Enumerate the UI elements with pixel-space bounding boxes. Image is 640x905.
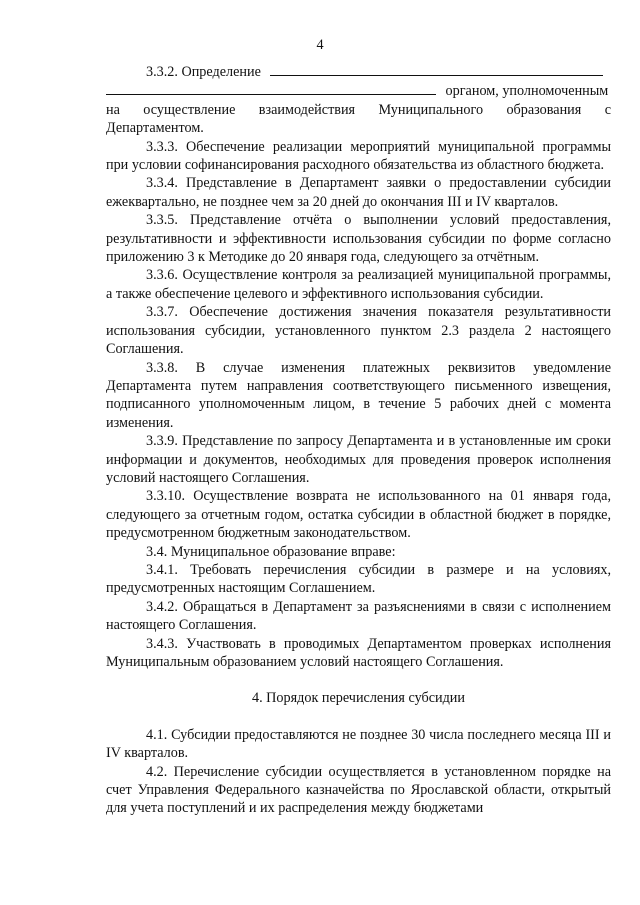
paragraph-3-3-4: 3.3.4. Представление в Департамент заявки о предоставлении субсидии ежеквартально, не позднее чем за 20 дней до окончания III и IV кварталов.	[106, 175, 611, 210]
spacer	[106, 708, 611, 726]
paragraph-3-3-9: 3.3.9. Представление по запросу Департамента и в установленные им сроки информации и документов, необходимых для проведения проверок исполнения условий настоящего Соглашения.	[106, 433, 611, 486]
paragraph-3-4-2: 3.4.2. Обращаться в Департамент за разъяснениями в связи с исполнением настоящего Соглашения.	[106, 598, 611, 634]
document-body	[106, 62, 611, 818]
paragraph-3-3-7: 3.3.7. Обеспечение достижения значения показателя результативности использования субсидии, установленного пунктом 2.3 раздела 2 настоящего Соглашения.	[106, 304, 611, 358]
paragraph-3-3-10: 3.3.10. Осуществление возврата не использованного на 01 января года, следующего за отчетным годом, остатка субсидии в областной бюджет в порядке, предусмотренном бюджетным законодательством.	[106, 488, 611, 542]
paragraph-3-3-2-tail: на осуществление взаимодействия Муниципального образования с Департаментом.	[106, 101, 611, 137]
paragraph-3-3-8: 3.3.8. В случае изменения платежных реквизитов уведомление Департамента путем направления соответствующего письменного извещения, подписанного уполномоченным лицом, в течение 5 рабочих дней с момента изменения.	[106, 359, 611, 431]
paragraph-3-3-2-mid: органом, уполномоченным	[445, 83, 609, 100]
page-number: 4	[316, 37, 324, 53]
paragraph-3-3-3: 3.3.3. Обеспечение реализации мероприятий муниципальной программы при условии софинансирования расходного обязательства из областного бюджета.	[106, 138, 611, 174]
paragraph-3-3-2	[106, 62, 611, 81]
paragraph-3-3-5: 3.3.5. Представление отчёта о выполнении условий предоставления, результативности и эффективности использования субсидии по форме согласно приложению 3 к Методике до 20 января года, следующего за отчётным.	[106, 212, 611, 266]
blank-line	[270, 62, 603, 76]
paragraph-3-4-1: 3.4.1. Требовать перечисления субсидии в размере и на условиях, предусмотренных настоящим Соглашением.	[106, 561, 611, 597]
paragraph-4-1: 4.1. Субсидии предоставляются не позднее 30 числа последнего месяца III и IV кварталов.	[106, 726, 611, 762]
paragraph-3-4-3: 3.4.3. Участвовать в проводимых Департаментом проверках исполнения Муниципальным образованием условий настоящего Соглашения.	[106, 635, 611, 670]
paragraph-3-3-6: 3.3.6. Осуществление контроля за реализацией муниципальной программы, а также обеспечение целевого и эффективного использования субсидии.	[106, 267, 611, 302]
spacer	[106, 671, 611, 689]
paragraph-3-4: 3.4. Муниципальное образование вправе:	[146, 543, 396, 560]
paragraph-3-3-2-lead: 3.3.2. Определение	[146, 64, 261, 80]
paragraph-4-2: 4.2. Перечисление субсидии осуществляется в установленном порядке на счет Управления Федерального казначейства по Ярославской области, открытый для учета поступлений и их распределения между бюджетами	[106, 763, 611, 817]
blank-line	[106, 81, 436, 95]
section-4-title: 4. Порядок перечисления субсидии	[251, 690, 465, 707]
paragraph-3-3-2-cont	[106, 81, 611, 100]
